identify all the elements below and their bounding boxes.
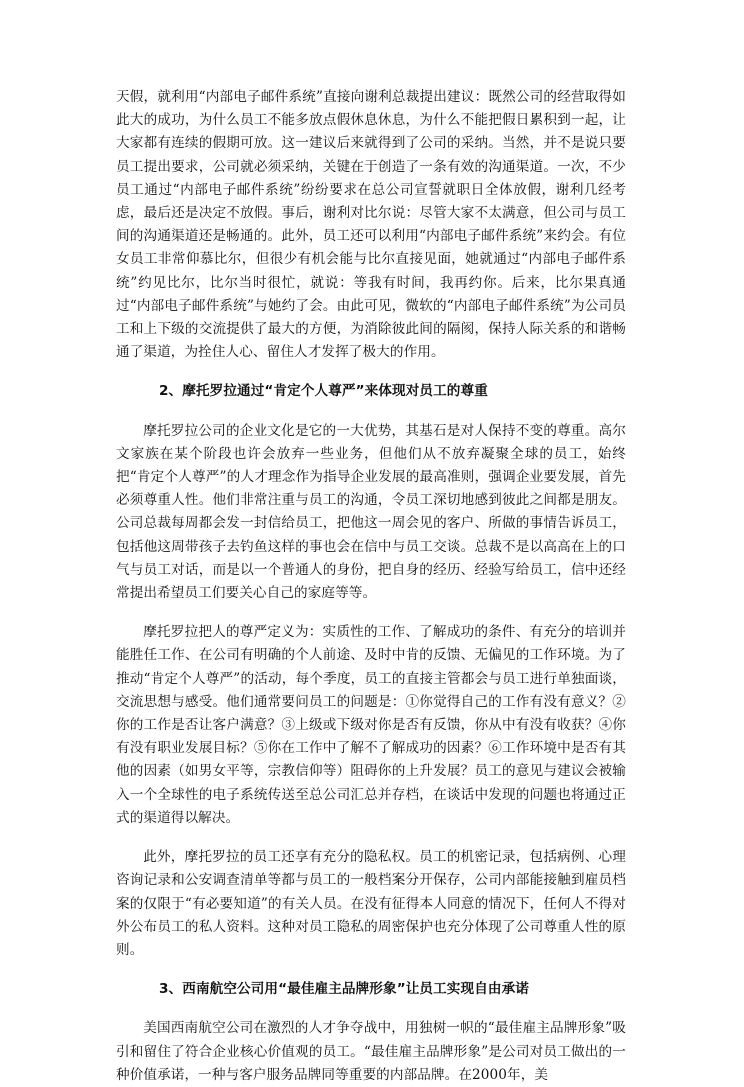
- paragraph-southwest-brand: 美国西南航空公司在激烈的人才争夺战中，用独树一帜的“最佳雇主品牌形象”吸引和留住了符合企业核心价值观的员工。“最佳雇主品牌形象”是公司对员工做出的一种价值承诺，一种与客户服务品牌同等重要的内部品牌。在2000年，美: [116, 1020, 626, 1083]
- document-page: [116, 86, 626, 1087]
- section-heading-southwest: 3、西南航空公司用“最佳雇主品牌形象”让员工实现自由承诺: [159, 981, 529, 998]
- paragraph-motorola-dignity: 摩托罗拉把人的尊严定义为：实质性的工作、了解成功的条件、有充分的培训并能胜任工作、在公司有明确的个人前途、及时中肯的反馈、无偏见的工作环境。为了推动“肯定个人尊严”的活动，每个季度，员工的直接主管都会与员工进行单独面谈，交流思想与感受。他们通常要问员工的问题是：①你觉得自己的工作有没有意义？②你的工作是否让客户满意？③上级或下级对你是否有反馈，你从中有没有收获？④你有没有职业发展目标？⑤你在工作中了解不了解成功的因素？⑥工作环境中是否有其他的因素（如男女平等，宗教信仰等）阻碍你的上升发展？员工的意见与建议会被输入一个全球性的电子系统传送至总公司汇总并存档，在谈话中发现的问题也将通过正式的渠道得以解决。: [116, 624, 626, 826]
- paragraph-microsoft-email: 天假，就利用“内部电子邮件系统”直接向谢利总裁提出建议：既然公司的经营取得如此大的成功，为什么员工不能多放点假休息休息，为什么不能把假日累积到一起，让大家都有连续的假期可放。这一建议后来就得到了公司的采纳。当然，并不是说只要员工提出要求，公司就必须采纳，关键在于创造了一条有效的沟通渠道。一次，不少员工通过“内部电子邮件系统”纷纷要求在总公司宣誓就职日全体放假，谢利几经考虑，最后还是决定不放假。事后，谢利对比尔说：尽管大家不太满意，但公司与员工间的沟通渠道还是畅通的。此外，员工还可以利用“内部电子邮件系统”来约会。有位女员工非常仰慕比尔，但很少有机会能与比尔直接见面，她就通过“内部电子邮件系统”约见比尔，比尔当时很忙，就说：等我有时间，我再约你。后来，比尔果真通过“内部电子邮件系统”与她约了会。由此可见，微软的“内部电子邮件系统”为公司员工和上下级的交流提供了最大的方便，为消除彼此间的隔阂，保持人际关系的和谐畅通了渠道，为拴住人心、留住人才发挥了极大的作用。: [116, 89, 626, 361]
- paragraph-motorola-culture: 摩托罗拉公司的企业文化是它的一大优势，其基石是对人保持不变的尊重。高尔文家族在某个阶段也许会放弃一些业务，但他们从不放弃凝聚全球的员工，始终把“肯定个人尊严”的人才理念作为指导企业发展的最高准则，强调企业要发展，首先必须尊重人性。他们非常注重与员工的沟通，令员工深切地感到彼此之间都是朋友。公司总裁每周都会发一封信给员工，把他这一周会见的客户、所做的事情告诉员工，包括他这周带孩子去钓鱼这样的事也会在信中与员工交谈。总裁不是以高高在上的口气与员工对话，而是以一个普通人的身份，把自身的经历、经验写给员工，信中还经常提出希望员工们要关心自己的家庭等等。: [116, 422, 626, 602]
- section-heading-motorola: 2、摩托罗拉通过“肯定个人尊严”来体现对员工的尊重: [159, 383, 488, 400]
- paragraph-motorola-privacy: 此外，摩托罗拉的员工还享有充分的隐私权。员工的机密记录，包括病例、心理咨询记录和公安调查清单等都与员工的一般档案分开保存，公司内部能接触到雇员档案的仅限于“有必要知道”的有关人员。在没有征得本人同意的情况下，任何人不得对外公布员工的私人资料。这种对员工隐私的周密保护也充分体现了公司尊重人性的原则。: [116, 849, 626, 958]
